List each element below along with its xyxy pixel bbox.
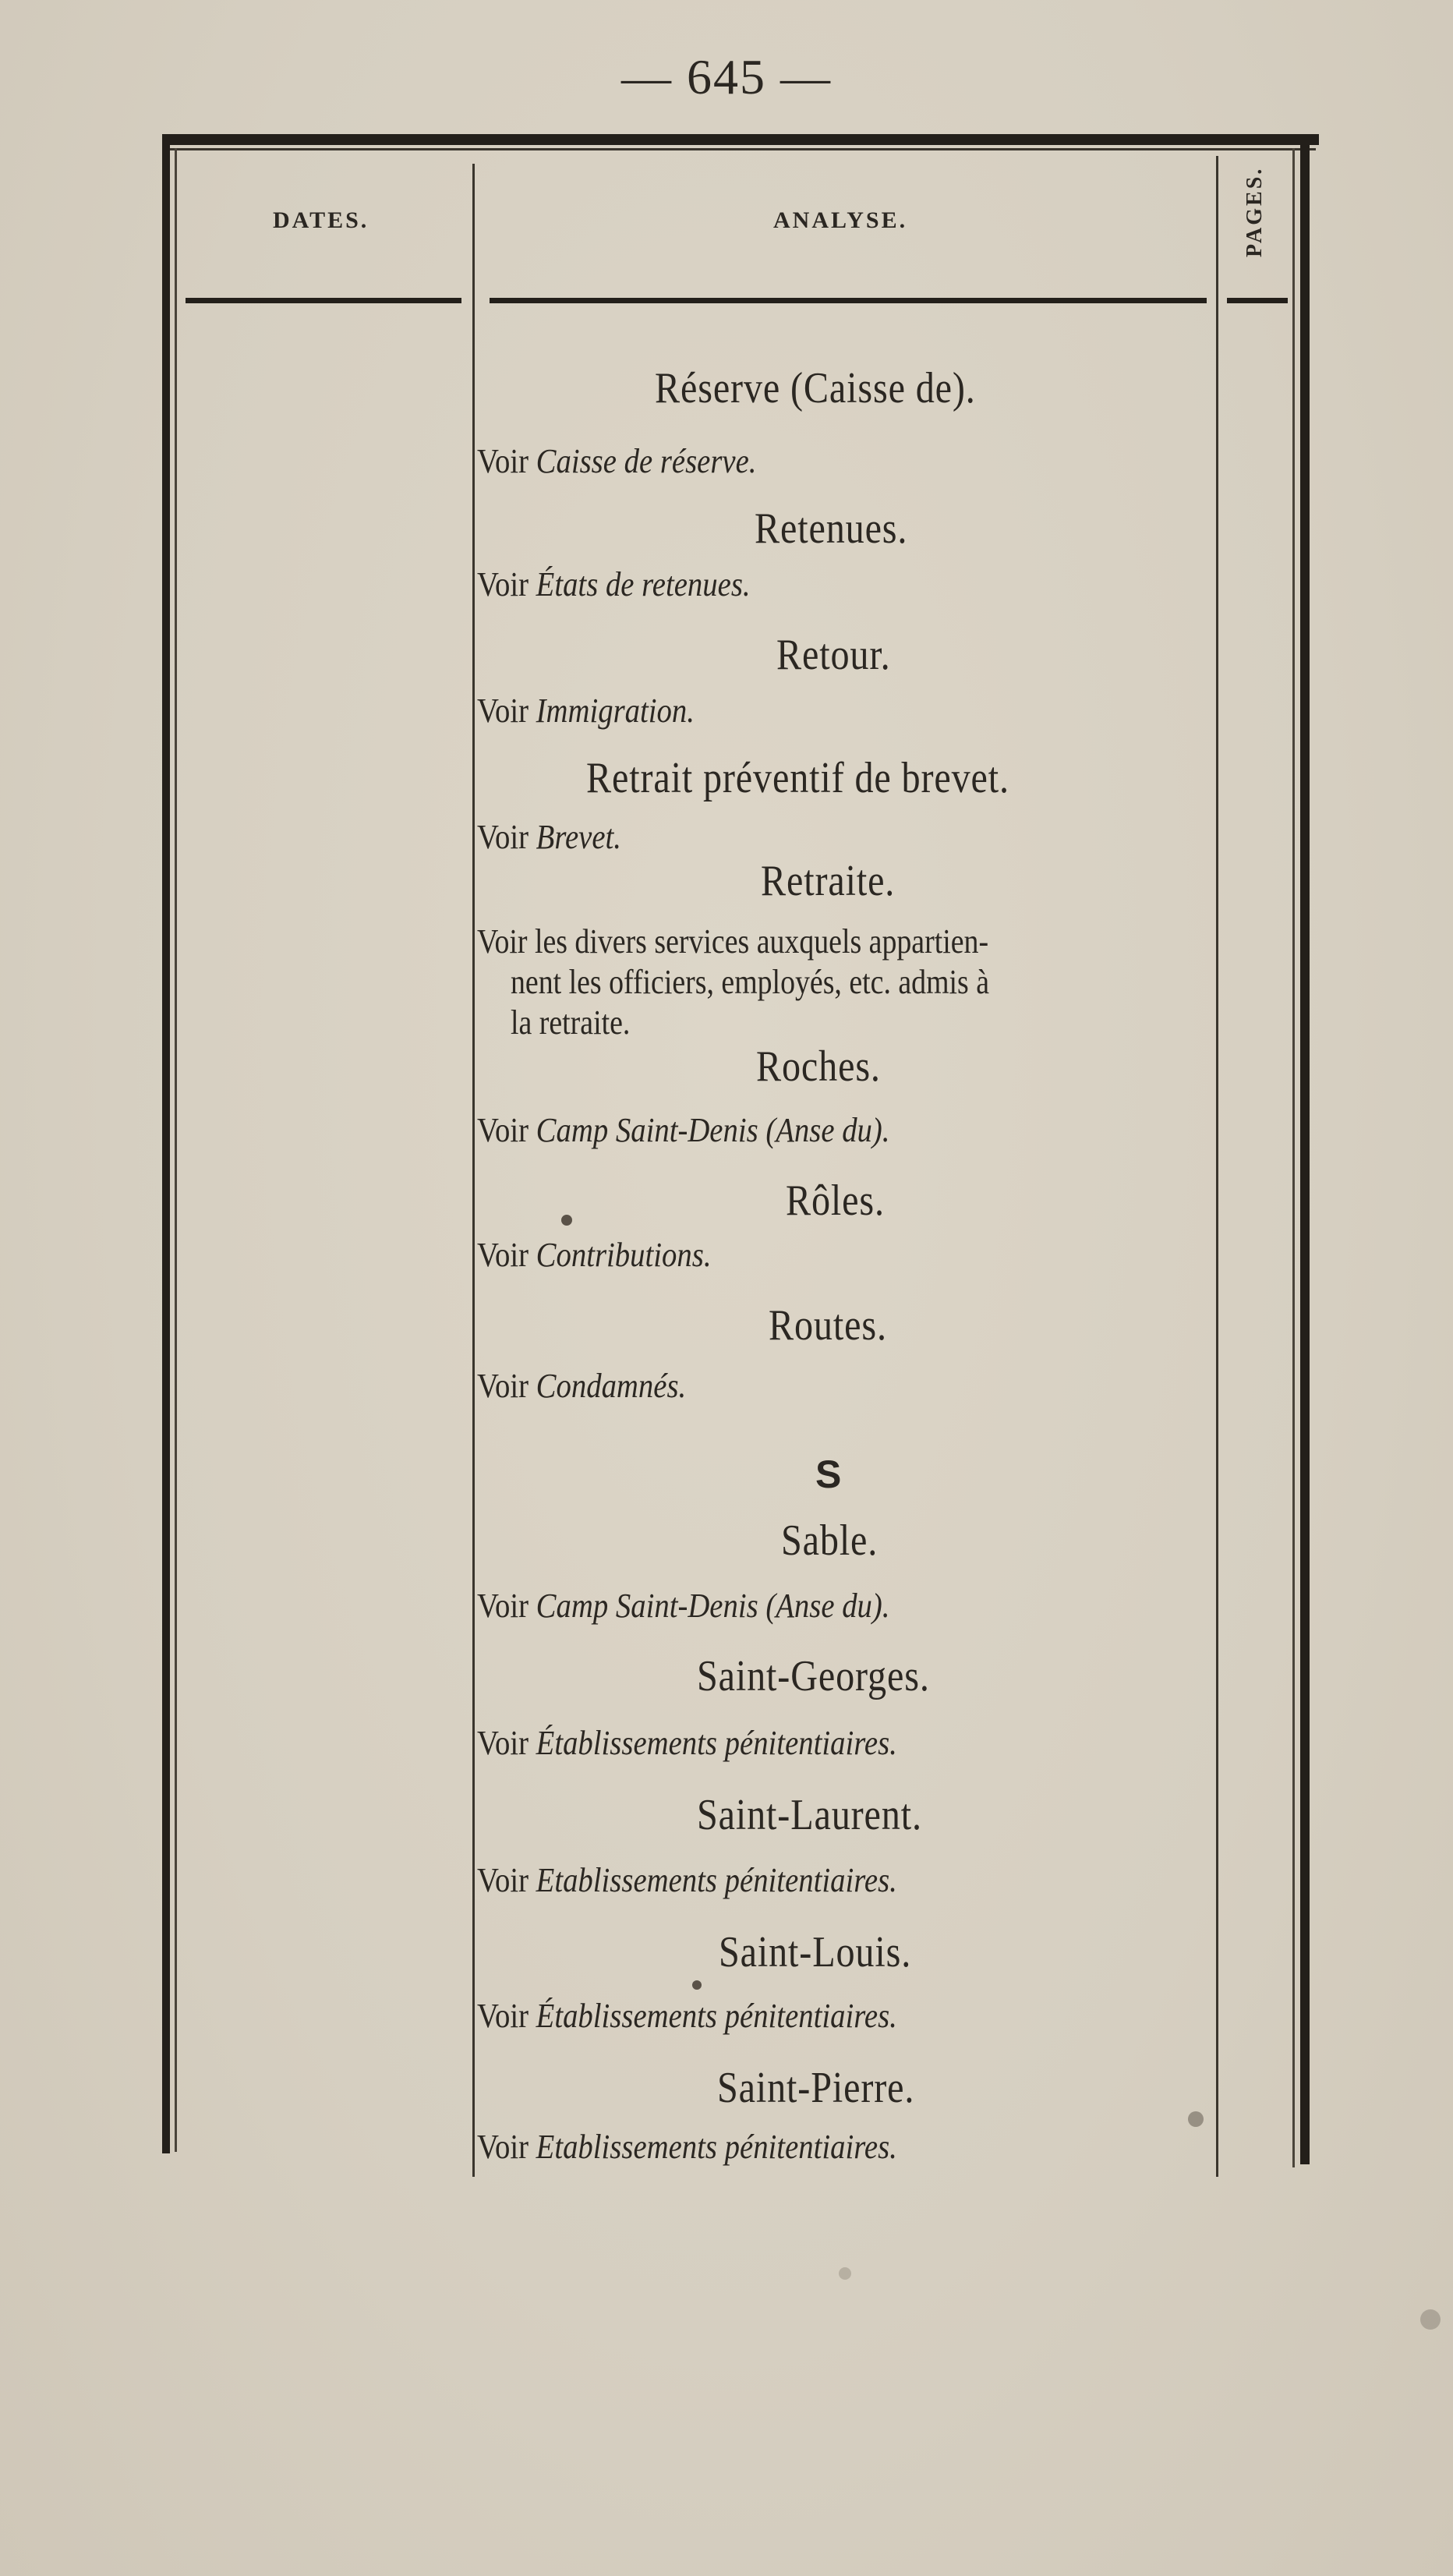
entry-heading: Saint-Louis.: [719, 1928, 912, 1976]
entry-paragraph: [477, 922, 1188, 1043]
reference-target: Etablissements pénitentiaires.: [536, 1861, 897, 1899]
entry-heading: Saint-Georges.: [697, 1652, 930, 1700]
column-divider-pages: [1216, 156, 1218, 2177]
entry-heading: Rôles.: [786, 1177, 885, 1225]
header-pages: PAGES.: [1243, 166, 1267, 257]
entry-reference: [477, 1586, 889, 1626]
reference-target: Contributions.: [536, 1236, 712, 1274]
entry-reference: [477, 441, 756, 481]
reference-target: Immigration.: [536, 692, 695, 730]
header-rule-analyse: [490, 298, 1207, 303]
entry-heading: Retenues.: [755, 504, 908, 553]
header-dates: DATES.: [273, 207, 369, 233]
column-divider-dates: [472, 164, 475, 2177]
entry-reference: [477, 1366, 686, 1406]
entry-reference: [477, 564, 751, 604]
reference-target: Etablissements pénitentiaires.: [536, 2128, 897, 2166]
entry-reference: [477, 1860, 897, 1900]
table-right-border: [1300, 134, 1310, 2164]
entry-reference: [477, 691, 695, 731]
section-letter: S: [815, 1453, 842, 1496]
voir-word: Voir: [477, 1111, 529, 1149]
entry-reference: [477, 1110, 889, 1150]
header-rule-dates: [186, 298, 461, 303]
ink-spot: [561, 1215, 572, 1226]
entry-heading: Saint-Pierre.: [717, 2064, 915, 2112]
table-top-inner-border: [164, 148, 1316, 150]
reference-target: Condamnés.: [536, 1367, 687, 1405]
page-number: — 645 —: [621, 49, 832, 104]
entry-reference: [477, 2127, 897, 2167]
table-left-inner-border: [175, 148, 177, 2152]
entry-reference: [477, 1723, 897, 1763]
ink-spot: [692, 1980, 702, 1990]
voir-word: Voir: [477, 818, 529, 856]
paragraph-line: la retraite.: [511, 1003, 631, 1042]
voir-word: Voir: [477, 1997, 529, 2035]
voir-word: Voir: [477, 1587, 529, 1625]
voir-word: Voir: [477, 1861, 529, 1899]
voir-word: Voir: [477, 1236, 529, 1274]
reference-target: Camp Saint-Denis (Anse du).: [536, 1587, 890, 1625]
paragraph-line: nent les officiers, employés, etc. admis à: [511, 963, 990, 1001]
reference-target: Établissements pénitentiaires.: [536, 1997, 897, 2035]
entry-heading: Retrait préventif de brevet.: [586, 754, 1009, 802]
table-left-border: [162, 134, 170, 2153]
voir-word: Voir: [477, 1367, 529, 1405]
entry-heading: Sable.: [781, 1516, 879, 1565]
reference-target: Établissements pénitentiaires.: [536, 1724, 897, 1762]
header-rule-pages: [1227, 298, 1288, 303]
entry-heading: Retour.: [776, 631, 891, 679]
reference-target: Brevet.: [536, 818, 621, 856]
ink-spot: [839, 2267, 851, 2280]
reference-target: Caisse de réserve.: [536, 442, 757, 480]
entry-heading: Réserve (Caisse de).: [655, 364, 976, 412]
voir-word: Voir: [477, 565, 529, 603]
entry-heading: Roches.: [756, 1042, 881, 1091]
ink-spot: [1420, 2309, 1441, 2330]
entry-reference: [477, 1996, 897, 2036]
voir-word: Voir: [477, 442, 529, 480]
table-right-inner-border: [1292, 148, 1295, 2167]
entry-heading: Routes.: [769, 1301, 887, 1350]
entry-reference: [477, 1235, 712, 1275]
table-top-border: [164, 134, 1319, 145]
voir-word: Voir: [477, 1724, 529, 1762]
entry-heading: Saint-Laurent.: [697, 1791, 922, 1839]
header-analyse: ANALYSE.: [773, 207, 908, 233]
entry-heading: Retraite.: [761, 857, 896, 905]
reference-target: États de retenues.: [536, 565, 751, 603]
paragraph-line: Voir les divers services auxquels appartien-: [477, 922, 989, 961]
voir-word: Voir: [477, 2128, 529, 2166]
voir-word: Voir: [477, 692, 529, 730]
ink-spot: [1188, 2111, 1204, 2127]
reference-target: Camp Saint-Denis (Anse du).: [536, 1111, 890, 1149]
entry-reference: [477, 817, 621, 857]
